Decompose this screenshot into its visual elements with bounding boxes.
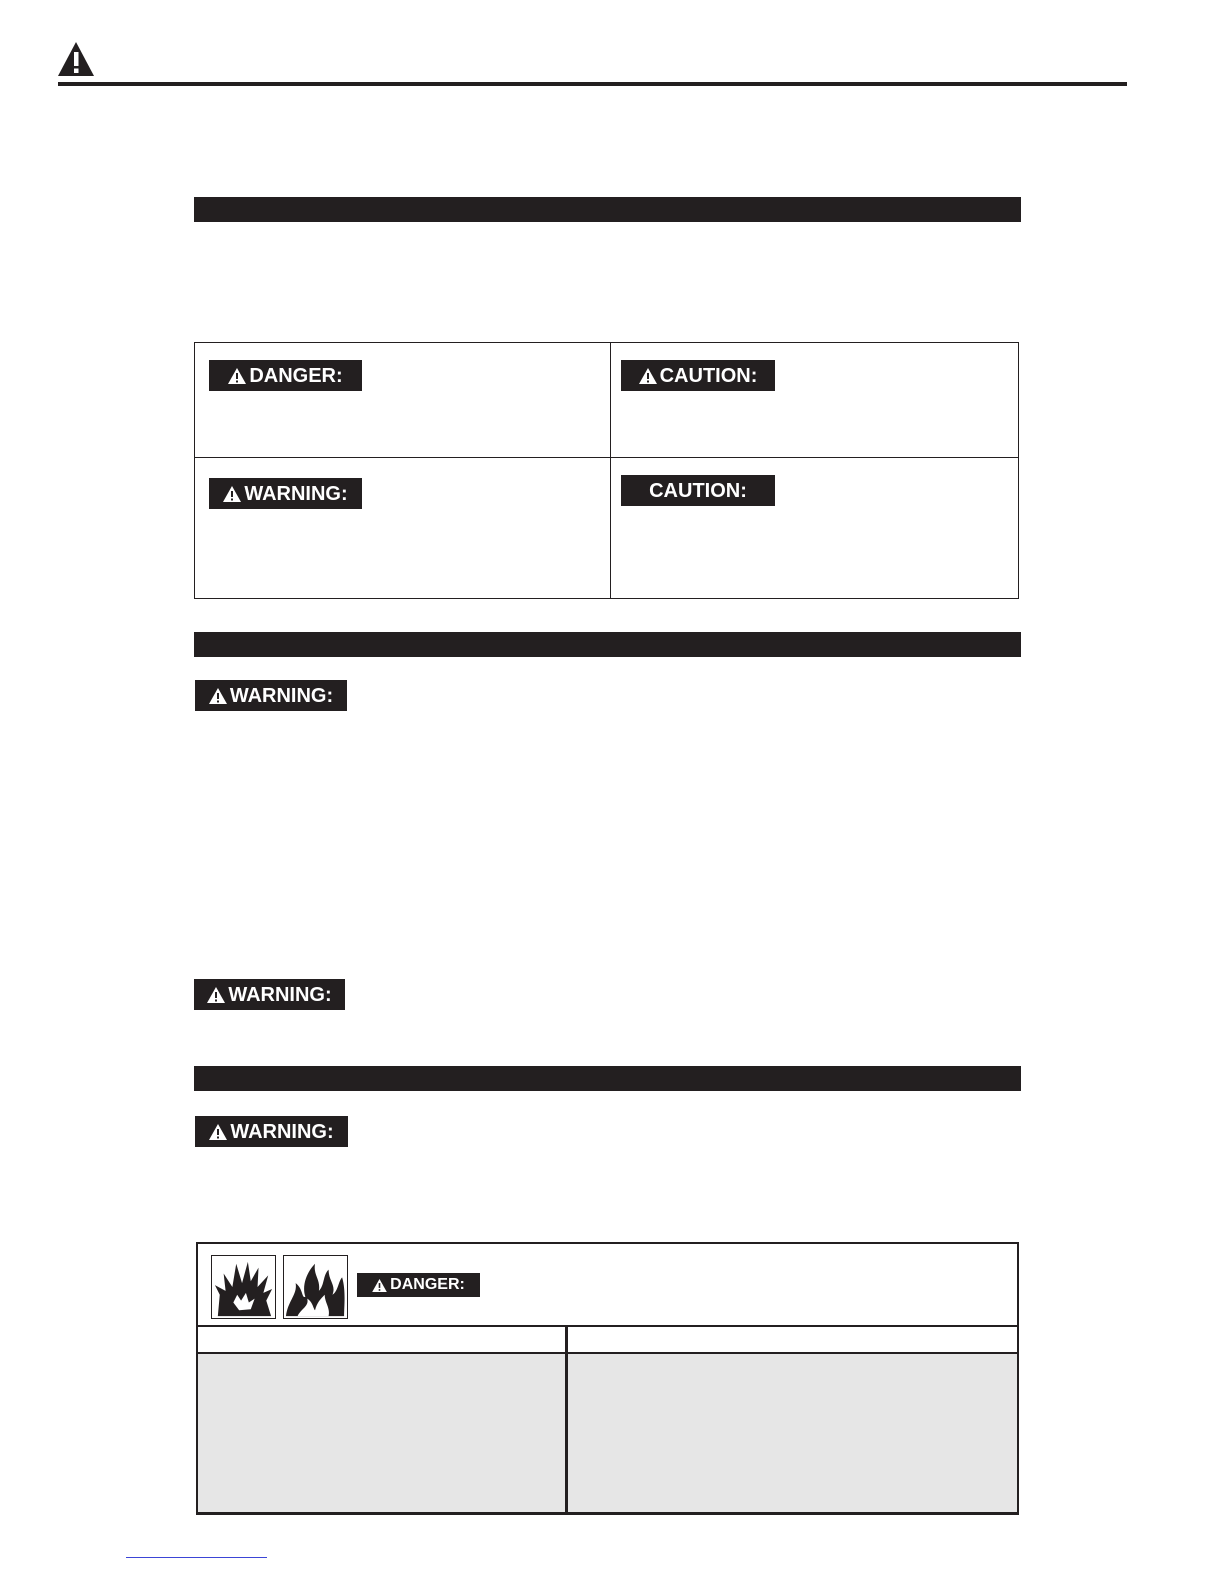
caution-alert-badge (621, 360, 775, 391)
alert-triangle-icon (639, 368, 657, 384)
warning-label: WARNING: (229, 684, 334, 707)
alert-triangle-icon (372, 1279, 387, 1292)
section-bar-1 (194, 197, 1021, 222)
flame-icon (283, 1255, 348, 1319)
warning-label: WARNING: (244, 482, 348, 505)
hazard-column-divider (565, 1325, 568, 1514)
hazard-cell-right (568, 1354, 1017, 1512)
alert-triangle-icon (228, 368, 246, 384)
hazard-header-rule (197, 1325, 1018, 1327)
table-divider-horizontal (194, 457, 1019, 458)
danger-badge (209, 360, 362, 391)
table-divider-vertical (610, 342, 611, 599)
alert-triangle-icon (223, 486, 241, 502)
warning-label: WARNING: (228, 983, 332, 1006)
alert-triangle-icon (209, 1124, 227, 1140)
caution-alert-label: CAUTION: (659, 364, 758, 387)
explosion-icon (211, 1255, 276, 1319)
header-rule (58, 82, 1127, 86)
danger-badge-hazard (357, 1273, 480, 1297)
footer-link-underline[interactable] (126, 1557, 267, 1558)
section-bar-2 (194, 632, 1021, 657)
warning-badge-section2-first (195, 680, 347, 711)
hazard-cell-left (198, 1354, 565, 1512)
warning-badge-section2-second (194, 979, 345, 1010)
warning-badge-section3 (195, 1116, 348, 1147)
danger-label: DANGER: (249, 364, 343, 387)
warning-badge (209, 478, 362, 509)
caution-plain-label: CAUTION: (649, 479, 747, 502)
caution-plain-badge (621, 475, 775, 506)
section-bar-3 (194, 1066, 1021, 1091)
warning-label: WARNING: (230, 1120, 334, 1143)
alert-triangle-icon (209, 688, 227, 704)
alert-triangle-icon (207, 987, 225, 1003)
warning-triangle-icon (57, 41, 95, 77)
danger-label: DANGER: (390, 1276, 465, 1293)
